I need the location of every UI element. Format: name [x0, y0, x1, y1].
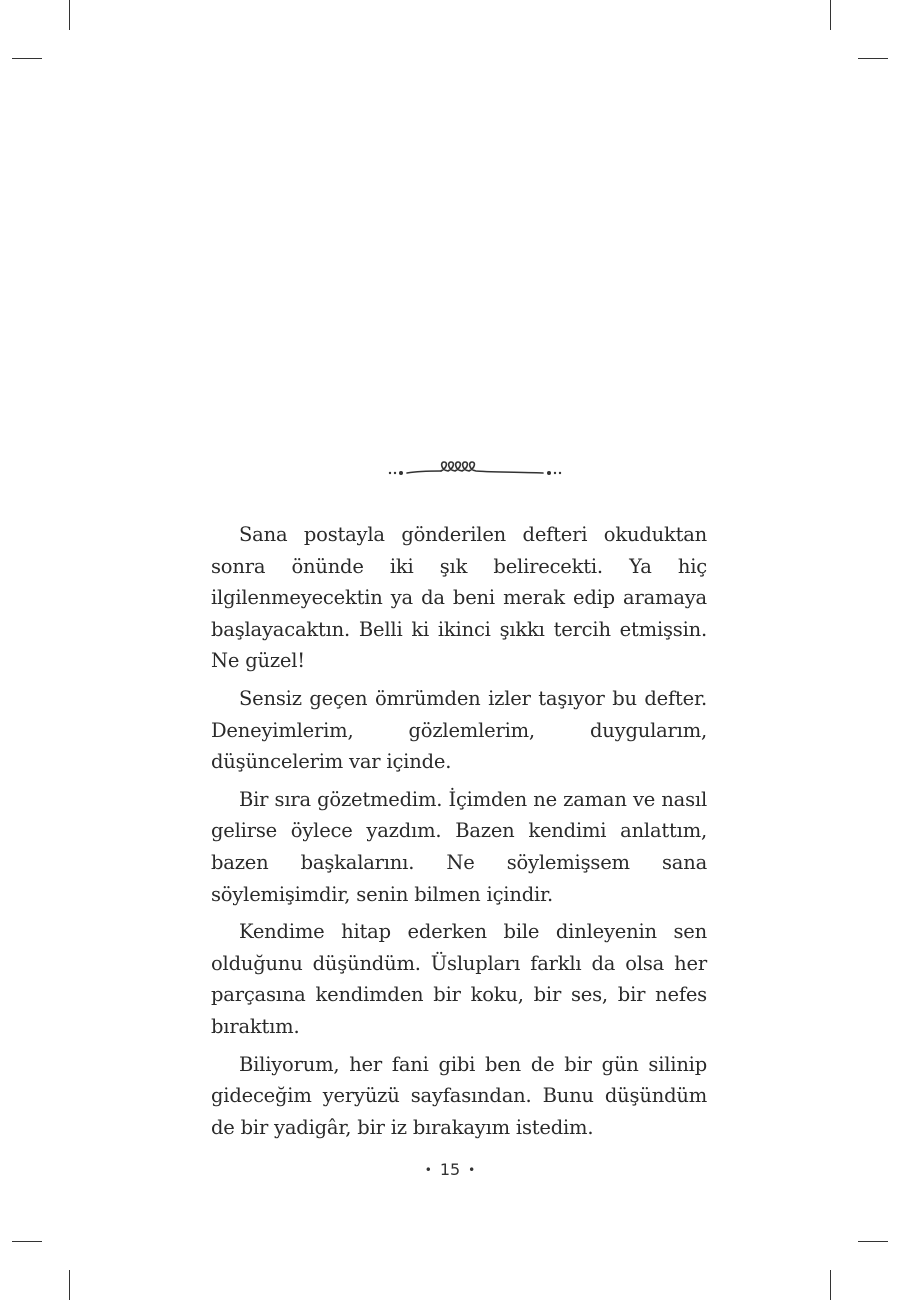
- crop-mark-top-right-h: [858, 58, 888, 59]
- crop-mark-top-right-v: [830, 0, 831, 30]
- paragraph-1: Sana postayla gönderilen defteri okuduktan sonra önünde iki şık belirecekti. Ya hiç ilgilenmeyecektin ya da beni merak edip aramaya başlayacaktın. Belli ki ikinci şıkkı tercih etmişsin. Ne güzel!: [211, 523, 707, 673]
- paragraph-5: Biliyorum, her fani gibi ben de bir gün silinip gideceğim yeryüzü sayfasından. Bunu düşündüm de bir yadigâr, bir iz bırakayım istedim.: [211, 1052, 707, 1139]
- crop-mark-bottom-right-h: [858, 1241, 888, 1242]
- crop-mark-top-left-h: [12, 58, 42, 59]
- paragraph-4: Kendime hitap ederken bile dinleyenin sen olduğunu düşündüm. Üslupları farklı da olsa her parçasına kendimden bir koku, bir ses, bir nefes bıraktım.: [211, 920, 707, 1038]
- crop-mark-top-left-v: [69, 0, 70, 30]
- paragraph-3: Bir sıra gözetmedim. İçimden ne zaman ve nasıl gelirse öylece yazdım. Bazen kendimi anlattım, bazen başkalarını. Ne söylemişsem sana söylemişimdir, senin bilmen içindir.: [211, 787, 707, 906]
- swirl-divider-icon: [385, 456, 565, 478]
- page-footer: [0, 1160, 900, 1179]
- page-tick-right-icon: •: [468, 1163, 476, 1177]
- body-text: [211, 519, 707, 1149]
- paragraph-2: Sensiz geçen ömrümden izler taşıyor bu defter. Deneyimlerim, gözlemlerim, duygularım, düşüncelerim var içinde.: [211, 686, 707, 774]
- page-number: 15: [439, 1160, 461, 1179]
- crop-mark-bottom-left-v: [69, 1270, 70, 1300]
- page-tick-left-icon: •: [424, 1163, 432, 1177]
- crop-mark-bottom-right-v: [830, 1270, 831, 1300]
- crop-mark-bottom-left-h: [12, 1241, 42, 1242]
